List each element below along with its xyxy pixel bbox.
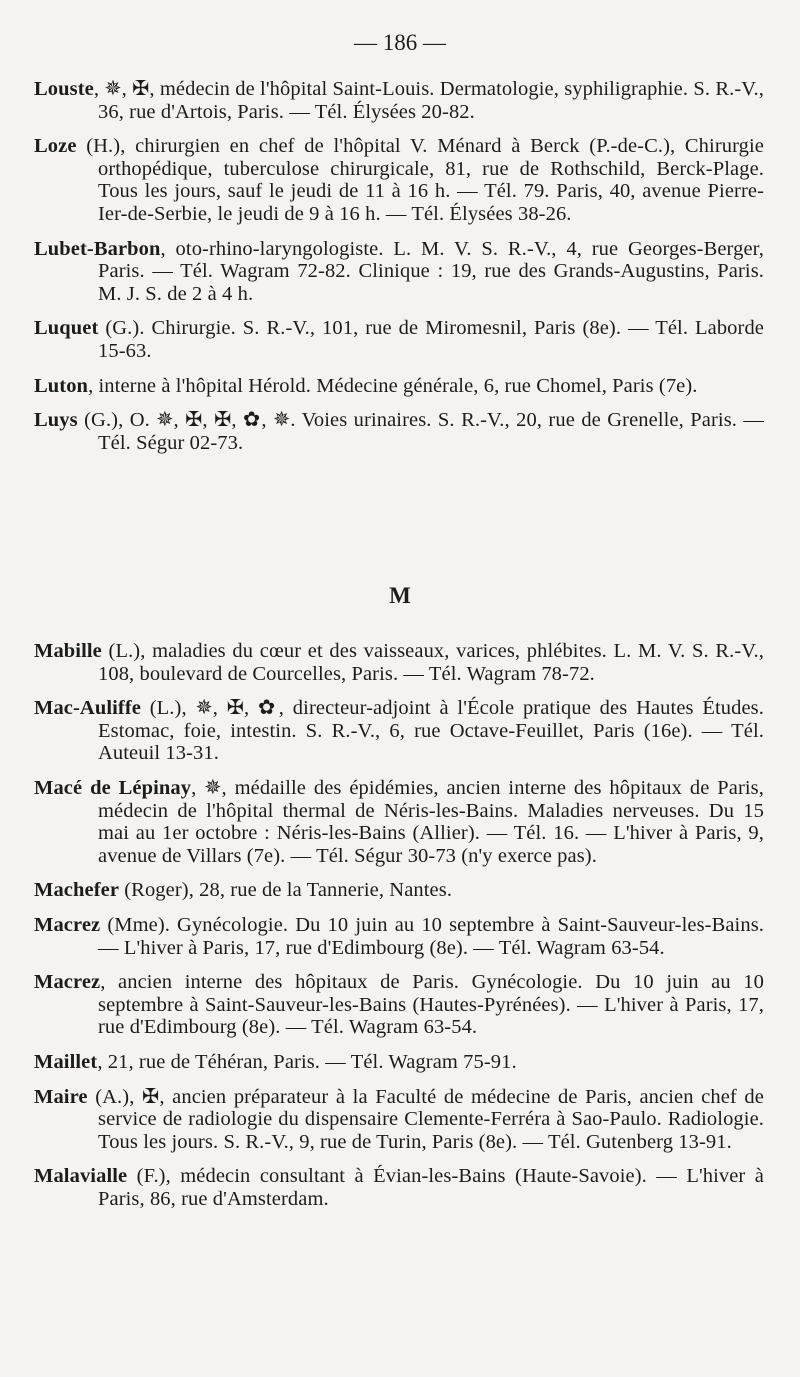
entry-name: Mac-Auliffe <box>34 697 141 720</box>
directory-entry <box>34 1086 764 1154</box>
entry-text: (Mme). Gynécologie. Du 10 juin au 10 septembre à Saint-Sauveur-les-Bains. — L'hiver à Paris, 17, rue d'Edimbourg (8e). — Tél. Wagram 63-54. <box>98 913 764 959</box>
entry-name: Mabille <box>34 640 102 662</box>
directory-entry <box>34 317 764 362</box>
entry-text: , ✵, médaille des épidémies, ancien interne des hôpitaux de Paris, médecin de l'hôpital thermal de Néris-les-Bains. Maladies nerveuses. Du 15 mai au 1er octobre : Néris-les-Bains (Allier). — Tél. 16. — L'hiver à Paris, 9, avenue de Villars (7e). — Tél. Ségur 30-73 (n'y exerce pas). <box>98 776 764 867</box>
entry-name: Luton <box>34 374 89 397</box>
entry-text: (H.), chirurgien en chef de l'hôpital V. Ménard à Berck (P.-de-C.), Chirurgie orthopédique, tuberculose chirurgicale, 81, rue de Rothschild, Berck-Plage. Tous les jours, sauf le jeudi de 11 à 16 h. — Tél. 79. Paris, 40, avenue Pierre-Ier-de-Serbie, le jeudi de 9 à 16 h. — Tél. Élysées 38-26. <box>76 135 764 225</box>
entry-text: (L.), maladies du cœur et des vaisseaux, varices, phlébites. L. M. V. S. R.-V., 108, boulevard de Courcelles, Paris. — Tél. Wagram 78-72. <box>98 640 764 685</box>
directory-entry <box>34 409 764 454</box>
entry-name: Louste <box>34 78 94 100</box>
entry-name: Loze <box>34 135 77 158</box>
directory-entry <box>34 697 764 765</box>
directory-entry <box>34 238 764 306</box>
entry-name: Lubet-Barbon <box>34 237 161 260</box>
section-letter-heading: M <box>389 583 411 608</box>
directory-entry <box>34 375 764 398</box>
directory-entry <box>34 640 764 685</box>
directory-entry <box>34 879 764 902</box>
entries-l-section <box>34 78 764 466</box>
entry-text: , ✵, ✠, médecin de l'hôpital Saint-Louis. Dermatologie, syphiligraphie. S. R.-V., 36, rue d'Artois, Paris. — Tél. Élysées 20-82. <box>93 78 764 123</box>
entry-name: Maire <box>34 1085 88 1108</box>
directory-entry <box>34 1051 764 1074</box>
entry-text: (F.), médecin consultant à Évian-les-Bains (Haute-Savoie). — L'hiver à Paris, 86, rue d'Amsterdam. <box>98 1165 764 1210</box>
directory-entry <box>34 971 764 1039</box>
entry-text: , interne à l'hôpital Hérold. Médecine générale, 6, rue Chomel, Paris (7e). <box>88 374 698 397</box>
entry-text: (Roger), 28, rue de la Tannerie, Nantes. <box>119 879 453 902</box>
entry-name: Macrez <box>34 971 101 994</box>
entry-text: , oto-rhino-laryngologiste. L. M. V. S. R.-V., 4, rue Georges-Berger, Paris. — Tél. Wagram 72-82. Clinique : 19, rue des Grands-Augustins, Paris. M. J. S. de 2 à 4 h. <box>98 237 764 305</box>
entry-text: , 21, rue de Téhéran, Paris. — Tél. Wagram 75-91. <box>97 1050 517 1073</box>
entry-name: Macé de Lépinay <box>34 776 192 799</box>
directory-entry <box>34 78 764 123</box>
entry-name: Malavialle <box>34 1165 128 1188</box>
directory-entry <box>34 135 764 225</box>
entry-name: Luquet <box>34 317 99 340</box>
entry-name: Maillet <box>34 1050 98 1073</box>
directory-entry <box>34 914 764 959</box>
entry-text: (G.), O. ✵, ✠, ✠, ✿, ✵. Voies urinaires. S. R.-V., 20, rue de Grenelle, Paris. — Tél. Ségur 02-73. <box>77 409 764 454</box>
entry-text: , ancien interne des hôpitaux de Paris. Gynécologie. Du 10 juin au 10 septembre à Saint-Sauveur-les-Bains (Hautes-Pyrénées). — L'hiver à Paris, 17, rue d'Edimbourg (8e). — Tél. Wagram 63-54. <box>98 971 764 1039</box>
directory-entry <box>34 777 764 867</box>
entry-name: Macrez <box>34 913 101 936</box>
entry-name: Machefer <box>34 879 120 902</box>
entry-text: (G.). Chirurgie. S. R.-V., 101, rue de Miromesnil, Paris (8e). — Tél. Laborde 15-63. <box>98 317 764 362</box>
page-number: — 186 — <box>354 30 446 55</box>
directory-entry <box>34 1165 764 1210</box>
entries-m-section <box>34 640 764 1222</box>
entry-text: (A.), ✠, ancien préparateur à la Faculté de médecine de Paris, ancien chef de service de radiologie du dispensaire Clemente-Ferréra à Sao-Paulo. Radiologie. Tous les jours. S. R.-V., 9, rue de Turin, Paris (8e). — Tél. Gutenberg 13-91. <box>87 1085 764 1153</box>
entry-name: Luys <box>34 409 78 432</box>
entry-text: (L.), ✵, ✠, ✿, directeur-adjoint à l'École pratique des Hautes Études. Estomac, foie, intestin. S. R.-V., 6, rue Octave-Feuillet, Paris (16e). — Tél. Auteuil 13-31. <box>98 697 764 765</box>
